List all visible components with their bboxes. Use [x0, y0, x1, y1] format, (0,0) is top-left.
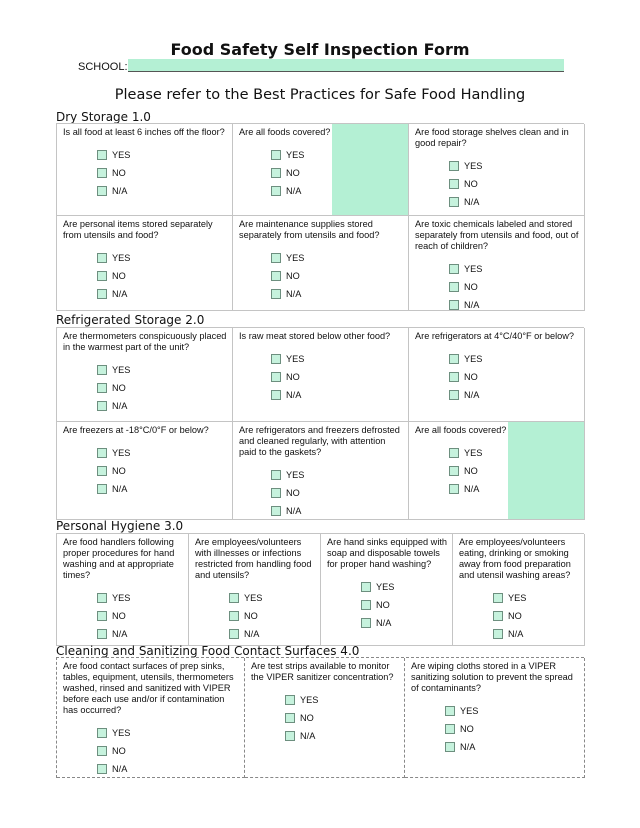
question-cell	[245, 658, 405, 778]
checkbox[interactable]	[97, 746, 107, 756]
section-heading: Personal Hygiene 3.0	[56, 519, 184, 533]
option-label: N/A	[286, 390, 302, 400]
option-label: N/A	[286, 289, 302, 299]
option-label: N/A	[112, 401, 128, 411]
question-cell	[57, 658, 245, 778]
option-label: N/A	[286, 186, 302, 196]
school-label: SCHOOL:	[78, 61, 128, 73]
question-grid	[56, 123, 584, 311]
checkbox[interactable]	[97, 764, 107, 774]
answer-option[interactable]	[285, 709, 400, 727]
option-label: NO	[112, 271, 126, 281]
answer-option[interactable]	[97, 361, 228, 379]
answer-option[interactable]	[449, 278, 580, 296]
question-text: Are all foods covered?	[239, 127, 331, 137]
checkbox[interactable]	[445, 742, 455, 752]
answer-options	[195, 589, 316, 643]
answer-option[interactable]	[97, 267, 228, 285]
question-cell	[409, 328, 585, 422]
option-label: N/A	[112, 629, 128, 639]
option-label: NO	[464, 282, 478, 292]
option-label: YES	[112, 593, 131, 603]
checkbox[interactable]	[97, 271, 107, 281]
checkbox[interactable]	[271, 372, 281, 382]
option-label: N/A	[464, 197, 480, 207]
answer-option[interactable]	[229, 607, 316, 625]
option-label: NO	[244, 611, 258, 621]
checkbox[interactable]	[449, 197, 459, 207]
checkbox[interactable]	[285, 731, 295, 741]
checkbox[interactable]	[271, 289, 281, 299]
question-text: Are maintenance supplies stored separately from utensils and food?	[239, 219, 380, 240]
option-label: YES	[508, 593, 527, 603]
answer-option[interactable]	[449, 350, 580, 368]
option-label: N/A	[112, 484, 128, 494]
checkbox[interactable]	[361, 582, 371, 592]
checkbox[interactable]	[271, 150, 281, 160]
answer-option[interactable]	[229, 589, 316, 607]
checkbox[interactable]	[97, 728, 107, 738]
question-text: Is all food at least 6 inches off the floor?	[63, 127, 225, 137]
answer-options	[239, 350, 404, 404]
checkbox[interactable]	[97, 401, 107, 411]
checkbox[interactable]	[449, 300, 459, 310]
checkbox[interactable]	[97, 484, 107, 494]
answer-options	[459, 589, 580, 643]
option-label: YES	[244, 593, 263, 603]
answer-option[interactable]	[271, 484, 404, 502]
option-label: NO	[286, 271, 300, 281]
question-text: Are refrigerators at 4°C/40°F or below?	[415, 331, 575, 341]
option-label: N/A	[464, 300, 480, 310]
question-text: Are food handlers following proper procedures for hand washing and at appropriate times?	[63, 537, 175, 580]
checkbox[interactable]	[361, 600, 371, 610]
section-heading: Dry Storage 1.0	[56, 110, 151, 124]
answer-option[interactable]	[271, 182, 404, 200]
question-cell	[189, 534, 321, 646]
answer-option[interactable]	[449, 386, 580, 404]
answer-option[interactable]	[493, 625, 580, 643]
answer-option[interactable]	[361, 578, 448, 596]
form-title: Food Safety Self Inspection Form	[170, 40, 470, 59]
checkbox[interactable]	[449, 466, 459, 476]
checkbox[interactable]	[445, 706, 455, 716]
answer-options	[63, 361, 228, 415]
option-label: YES	[112, 150, 131, 160]
checkbox[interactable]	[271, 470, 281, 480]
question-cell	[57, 216, 233, 311]
option-label: N/A	[464, 484, 480, 494]
checkbox[interactable]	[97, 168, 107, 178]
question-cell	[321, 534, 453, 646]
section-heading: Cleaning and Sanitizing Food Contact Surfaces 4.0	[56, 644, 360, 658]
option-label: YES	[464, 161, 483, 171]
checkbox[interactable]	[97, 150, 107, 160]
answer-option[interactable]	[271, 164, 404, 182]
option-label: N/A	[112, 289, 128, 299]
option-label: YES	[376, 582, 395, 592]
checkbox[interactable]	[97, 253, 107, 263]
option-label: NO	[376, 600, 390, 610]
option-label: YES	[112, 365, 131, 375]
answer-option[interactable]	[449, 260, 580, 278]
answer-option[interactable]	[449, 296, 580, 311]
checkbox[interactable]	[449, 448, 459, 458]
answer-option[interactable]	[97, 379, 228, 397]
question-text: Are hand sinks equipped with soap and disposable towels for proper hand washing?	[327, 537, 448, 569]
answer-option[interactable]	[97, 760, 240, 778]
option-label: N/A	[300, 731, 316, 741]
option-label: YES	[112, 728, 131, 738]
option-label: YES	[464, 448, 483, 458]
answer-options	[415, 260, 580, 311]
question-cell	[409, 216, 585, 311]
option-label: N/A	[112, 764, 128, 774]
question-cell	[233, 124, 409, 216]
question-text: Are refrigerators and freezers defrosted and cleaned regularly, with attention paid to the gaskets?	[239, 425, 400, 457]
checkbox[interactable]	[271, 253, 281, 263]
answer-options	[327, 578, 448, 632]
answer-option[interactable]	[97, 182, 228, 200]
question-cell	[57, 422, 233, 520]
question-cell	[233, 422, 409, 520]
option-label: YES	[286, 354, 305, 364]
question-cell	[409, 422, 585, 520]
answer-option[interactable]	[97, 724, 240, 742]
answer-options	[415, 444, 580, 498]
checkbox[interactable]	[285, 695, 295, 705]
answer-options	[251, 691, 400, 745]
option-label: NO	[112, 466, 126, 476]
answer-option[interactable]	[285, 691, 400, 709]
checkbox[interactable]	[271, 488, 281, 498]
answer-options	[63, 444, 228, 498]
question-text: Are thermometers conspicuously placed in the warmest part of the unit?	[63, 331, 227, 352]
question-text: Are food storage shelves clean and in good repair?	[415, 127, 569, 148]
answer-option[interactable]	[449, 193, 580, 211]
option-label: NO	[286, 168, 300, 178]
checkbox[interactable]	[271, 168, 281, 178]
checkbox[interactable]	[229, 629, 239, 639]
checkbox[interactable]	[449, 354, 459, 364]
option-label: YES	[286, 150, 305, 160]
answer-option[interactable]	[449, 368, 580, 386]
checkbox[interactable]	[97, 289, 107, 299]
option-label: YES	[300, 695, 319, 705]
question-grid	[56, 533, 584, 646]
checkbox[interactable]	[271, 271, 281, 281]
answer-option[interactable]	[97, 249, 228, 267]
school-input[interactable]	[128, 59, 564, 72]
answer-option[interactable]	[445, 738, 580, 756]
answer-option[interactable]	[449, 175, 580, 193]
question-cell	[405, 658, 585, 778]
answer-option[interactable]	[97, 625, 184, 643]
checkbox[interactable]	[271, 186, 281, 196]
option-label: NO	[112, 168, 126, 178]
answer-option[interactable]	[271, 146, 404, 164]
option-label: NO	[112, 383, 126, 393]
answer-option[interactable]	[271, 267, 404, 285]
checkbox[interactable]	[271, 390, 281, 400]
answer-options	[415, 350, 580, 404]
question-text: Are toxic chemicals labeled and stored separately from utensils and food, out of reach of children?	[415, 219, 579, 251]
checkbox[interactable]	[361, 618, 371, 628]
checkbox[interactable]	[97, 611, 107, 621]
answer-option[interactable]	[445, 702, 580, 720]
checkbox[interactable]	[285, 713, 295, 723]
option-label: NO	[464, 466, 478, 476]
checkbox[interactable]	[449, 179, 459, 189]
answer-option[interactable]	[449, 444, 580, 462]
option-label: YES	[464, 264, 483, 274]
answer-option[interactable]	[271, 285, 404, 303]
question-text: Are food contact surfaces of prep sinks, tables, equipment, utensils, thermometers washed, rinsed and sanitized with VIPER before each use and/or if contamination has occurred?	[63, 661, 234, 715]
checkbox[interactable]	[97, 593, 107, 603]
answer-option[interactable]	[449, 480, 580, 498]
option-label: N/A	[508, 629, 524, 639]
answer-option[interactable]	[97, 742, 240, 760]
question-cell	[233, 216, 409, 311]
section-heading: Refrigerated Storage 2.0	[56, 313, 205, 327]
checkbox[interactable]	[97, 629, 107, 639]
answer-option[interactable]	[361, 596, 448, 614]
option-label: NO	[112, 611, 126, 621]
answer-option[interactable]	[97, 444, 228, 462]
checkbox[interactable]	[493, 593, 503, 603]
option-label: NO	[464, 179, 478, 189]
option-label: NO	[464, 372, 478, 382]
answer-option[interactable]	[97, 462, 228, 480]
answer-options	[239, 146, 404, 200]
option-label: NO	[300, 713, 314, 723]
question-text: Are all foods covered?	[415, 425, 507, 435]
option-label: NO	[112, 746, 126, 756]
question-cell	[409, 124, 585, 216]
answer-option[interactable]	[445, 720, 580, 738]
question-text: Are freezers at -18°C/0°F or below?	[63, 425, 209, 435]
answer-option[interactable]	[97, 607, 184, 625]
option-label: N/A	[460, 742, 476, 752]
checkbox[interactable]	[97, 383, 107, 393]
option-label: N/A	[286, 506, 302, 516]
answer-option[interactable]	[449, 462, 580, 480]
question-text: Are employees/volunteers with illnesses or infections restricted from handling food and utensils?	[195, 537, 312, 580]
answer-option[interactable]	[97, 285, 228, 303]
question-text: Are wiping cloths stored in a VIPER sanitizing solution to prevent the spread of contaminants?	[411, 661, 573, 693]
answer-option[interactable]	[271, 502, 404, 520]
answer-option[interactable]	[229, 625, 316, 643]
answer-options	[411, 702, 580, 756]
answer-option[interactable]	[271, 350, 404, 368]
answer-options	[63, 724, 240, 778]
question-text: Are employees/volunteers eating, drinking or smoking away from food preparation and utensil washing areas?	[459, 537, 571, 580]
checkbox[interactable]	[271, 354, 281, 364]
answer-option[interactable]	[285, 727, 400, 745]
checkbox[interactable]	[97, 186, 107, 196]
option-label: YES	[112, 253, 131, 263]
question-grid	[56, 657, 584, 778]
option-label: NO	[460, 724, 474, 734]
option-label: YES	[460, 706, 479, 716]
checkbox[interactable]	[449, 282, 459, 292]
checkbox[interactable]	[493, 611, 503, 621]
answer-option[interactable]	[97, 589, 184, 607]
checkbox[interactable]	[97, 365, 107, 375]
option-label: YES	[464, 354, 483, 364]
answer-options	[239, 466, 404, 520]
checkbox[interactable]	[449, 390, 459, 400]
answer-option[interactable]	[361, 614, 448, 632]
answer-options	[63, 249, 228, 303]
option-label: N/A	[464, 390, 480, 400]
answer-option[interactable]	[97, 164, 228, 182]
answer-options	[63, 589, 184, 643]
checkbox[interactable]	[97, 448, 107, 458]
question-cell	[57, 534, 189, 646]
answer-options	[239, 249, 404, 303]
checkbox[interactable]	[229, 611, 239, 621]
question-grid	[56, 327, 584, 520]
question-cell	[453, 534, 585, 646]
question-text: Are test strips available to monitor the VIPER sanitizer concentration?	[251, 661, 394, 682]
checkbox[interactable]	[271, 506, 281, 516]
question-text: Is raw meat stored below other food?	[239, 331, 391, 341]
checkbox[interactable]	[449, 372, 459, 382]
question-cell	[233, 328, 409, 422]
option-label: N/A	[112, 186, 128, 196]
option-label: N/A	[376, 618, 392, 628]
answer-option[interactable]	[493, 589, 580, 607]
answer-option[interactable]	[271, 386, 404, 404]
answer-option[interactable]	[271, 466, 404, 484]
checkbox[interactable]	[449, 484, 459, 494]
answer-option[interactable]	[97, 397, 228, 415]
checkbox[interactable]	[449, 161, 459, 171]
form-subtitle: Please refer to the Best Practices for Safe Food Handling	[114, 87, 526, 103]
answer-option[interactable]	[97, 480, 228, 498]
answer-option[interactable]	[449, 157, 580, 175]
option-label: NO	[286, 488, 300, 498]
checkbox[interactable]	[493, 629, 503, 639]
answer-option[interactable]	[493, 607, 580, 625]
answer-options	[63, 146, 228, 200]
checkbox[interactable]	[449, 264, 459, 274]
option-label: N/A	[244, 629, 260, 639]
answer-option[interactable]	[97, 146, 228, 164]
answer-options	[415, 157, 580, 211]
answer-option[interactable]	[271, 368, 404, 386]
option-label: YES	[112, 448, 131, 458]
checkbox[interactable]	[445, 724, 455, 734]
option-label: NO	[508, 611, 522, 621]
option-label: NO	[286, 372, 300, 382]
question-text: Are personal items stored separately from utensils and food?	[63, 219, 213, 240]
option-label: YES	[286, 470, 305, 480]
question-cell	[57, 124, 233, 216]
checkbox[interactable]	[229, 593, 239, 603]
question-cell	[57, 328, 233, 422]
option-label: YES	[286, 253, 305, 263]
answer-option[interactable]	[271, 249, 404, 267]
checkbox[interactable]	[97, 466, 107, 476]
